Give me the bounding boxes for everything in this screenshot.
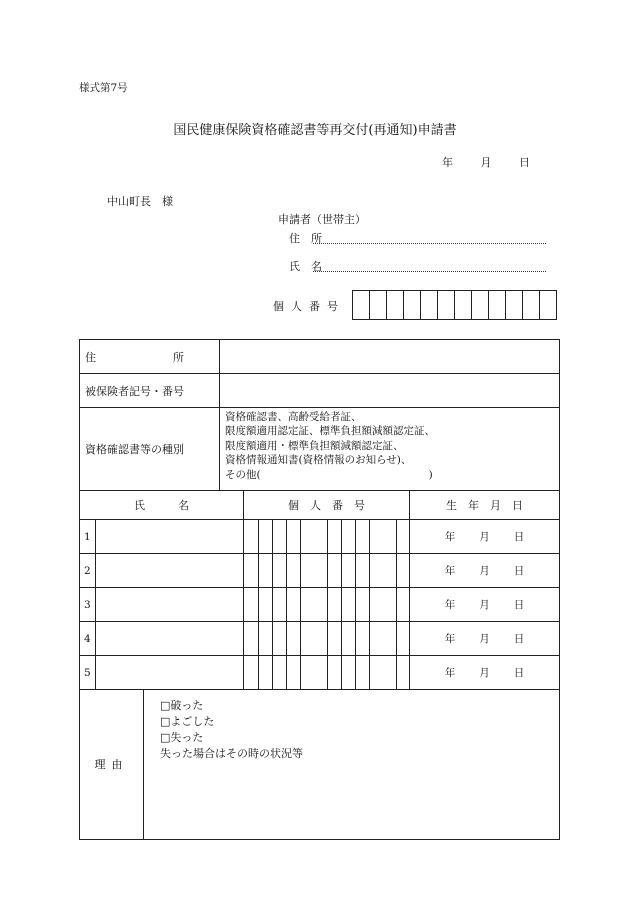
id-digit-divider — [396, 520, 397, 553]
id-digit-divider — [258, 622, 259, 655]
document-type-row — [80, 408, 559, 491]
digit-box[interactable] — [421, 291, 438, 319]
applicant-individual-number-label: 個人番号 — [273, 300, 345, 313]
row-number: 3 — [80, 588, 96, 621]
reason-option-torn[interactable]: □破った — [160, 699, 204, 712]
id-digit-divider — [258, 520, 259, 553]
dob-month: 月 — [479, 531, 490, 543]
reason-option-soiled[interactable]: □よごした — [160, 715, 215, 728]
digit-box[interactable] — [370, 291, 387, 319]
insured-number-row — [80, 374, 559, 408]
id-digit-divider — [286, 656, 287, 689]
page-title: 国民健康保険資格確認書等再交付(再通知)申請書 — [173, 123, 457, 138]
person-name-input[interactable] — [96, 520, 244, 553]
insured-number-input[interactable] — [220, 374, 559, 407]
dob-year: 年 — [444, 599, 456, 611]
application-table — [79, 339, 560, 840]
id-digit-divider — [355, 656, 356, 689]
address-label: 住 所 — [80, 340, 220, 373]
id-digit-divider — [300, 554, 301, 587]
applicant-individual-number-field[interactable] — [352, 290, 557, 320]
id-digit-divider — [327, 520, 328, 553]
digit-box[interactable] — [472, 291, 489, 319]
address-row — [80, 340, 559, 374]
digit-box[interactable] — [489, 291, 506, 319]
digit-box[interactable] — [523, 291, 540, 319]
document-type-item: 資格情報通知書(資格情報のお知らせ)、 — [225, 454, 412, 467]
id-digit-divider — [341, 554, 342, 587]
dob-year: 年 — [444, 565, 456, 577]
id-digit-divider — [341, 520, 342, 553]
id-digit-divider — [327, 554, 328, 587]
person-id-input[interactable] — [244, 520, 410, 553]
person-row — [80, 588, 559, 622]
dob-year: 年 — [444, 633, 456, 645]
col-dob-header: 生 年 月 日 — [446, 499, 523, 512]
dob-year: 年 — [444, 667, 456, 679]
id-digit-divider — [258, 588, 259, 621]
digit-box[interactable] — [506, 291, 523, 319]
person-row — [80, 622, 559, 656]
insured-number-label: 被保険者記号・番号 — [80, 374, 220, 407]
person-table-header — [80, 491, 559, 520]
digit-box[interactable] — [540, 291, 556, 319]
digit-box[interactable] — [404, 291, 421, 319]
id-digit-divider — [286, 520, 287, 553]
address-input[interactable] — [220, 340, 559, 373]
date-year: 年 — [442, 156, 453, 169]
id-digit-divider — [300, 520, 301, 553]
dob-month: 月 — [479, 633, 490, 645]
dob-month: 月 — [479, 565, 490, 577]
person-id-input[interactable] — [244, 622, 410, 655]
dob-day: 日 — [513, 531, 525, 543]
id-digit-divider — [272, 622, 273, 655]
id-digit-divider — [327, 588, 328, 621]
date-fields — [442, 154, 554, 170]
person-dob[interactable] — [410, 622, 559, 655]
applicant-address-field[interactable] — [313, 243, 546, 244]
id-digit-divider — [286, 588, 287, 621]
id-digit-divider — [355, 520, 356, 553]
row-number: 1 — [80, 520, 96, 553]
person-row — [80, 656, 559, 690]
row-number: 5 — [80, 656, 96, 689]
digit-box[interactable] — [438, 291, 455, 319]
id-digit-divider — [369, 520, 370, 553]
id-digit-divider — [396, 656, 397, 689]
person-dob[interactable] — [410, 588, 559, 621]
document-type-item: 資格確認書、高齢受給者証、 — [225, 411, 362, 423]
id-digit-divider — [286, 622, 287, 655]
id-digit-divider — [341, 588, 342, 621]
person-row — [80, 554, 559, 588]
id-digit-divider — [286, 554, 287, 587]
dob-day: 日 — [513, 565, 525, 577]
person-name-input[interactable] — [96, 554, 244, 587]
form-number: 様式第7号 — [79, 82, 128, 94]
row-number: 4 — [80, 622, 96, 655]
person-id-input[interactable] — [244, 588, 410, 621]
id-digit-divider — [369, 622, 370, 655]
id-digit-divider — [300, 656, 301, 689]
date-month: 月 — [480, 156, 492, 169]
col-id-header: 個 人 番 号 — [244, 491, 410, 519]
applicant-name-label: 氏 名 — [289, 260, 322, 273]
id-digit-divider — [272, 520, 273, 553]
dob-month: 月 — [479, 667, 490, 679]
id-digit-divider — [258, 554, 259, 587]
document-type-item: 限度額適用・標準負担額減額認定証、 — [225, 439, 404, 452]
id-digit-divider — [396, 554, 397, 587]
person-row — [80, 520, 559, 554]
row-number: 2 — [80, 554, 96, 587]
id-digit-divider — [355, 554, 356, 587]
person-dob[interactable] — [410, 656, 559, 689]
digit-box[interactable] — [387, 291, 404, 319]
reason-options — [144, 689, 559, 839]
dob-day: 日 — [513, 633, 525, 645]
addressee: 中山町長 様 — [107, 195, 173, 208]
reason-note: 失った場合はその時の状況等 — [160, 747, 303, 760]
id-digit-divider — [258, 656, 259, 689]
id-digit-divider — [341, 656, 342, 689]
dob-day: 日 — [513, 599, 525, 611]
id-digit-divider — [341, 622, 342, 655]
document-type-list — [220, 408, 559, 490]
id-digit-divider — [369, 656, 370, 689]
id-digit-divider — [396, 622, 397, 655]
dob-month: 月 — [479, 599, 490, 611]
col-name-header: 氏 名 — [80, 491, 244, 519]
applicant-label: 申請者（世帯主） — [278, 213, 366, 226]
id-digit-divider — [272, 656, 273, 689]
applicant-address-label: 住 所 — [289, 232, 322, 245]
reason-label: 理由 — [80, 689, 144, 839]
person-name-input[interactable] — [96, 588, 244, 621]
person-id-input[interactable] — [244, 554, 410, 587]
digit-box[interactable] — [455, 291, 472, 319]
id-digit-divider — [272, 588, 273, 621]
id-digit-divider — [272, 554, 273, 587]
id-digit-divider — [355, 588, 356, 621]
reason-row — [80, 689, 559, 839]
id-digit-divider — [327, 622, 328, 655]
dob-day: 日 — [513, 667, 525, 679]
id-digit-divider — [396, 588, 397, 621]
person-dob[interactable] — [410, 520, 559, 553]
document-type-item: 限度額適用認定証、標準負担額減額認定証、 — [225, 425, 435, 438]
id-digit-divider — [369, 588, 370, 621]
document-type-item: その他( ) — [225, 468, 433, 481]
dob-year: 年 — [444, 531, 456, 543]
person-id-input[interactable] — [244, 656, 410, 689]
id-digit-divider — [355, 622, 356, 655]
person-name-input[interactable] — [96, 622, 244, 655]
id-digit-divider — [369, 554, 370, 587]
digit-box[interactable] — [353, 291, 370, 319]
id-digit-divider — [327, 656, 328, 689]
id-digit-divider — [300, 622, 301, 655]
reason-option-lost[interactable]: □失った — [160, 731, 204, 744]
applicant-name-field[interactable] — [313, 271, 546, 272]
document-type-label: 資格確認書等の種別 — [80, 408, 220, 490]
person-dob[interactable] — [410, 554, 559, 587]
person-name-input[interactable] — [96, 656, 244, 689]
date-day: 日 — [519, 156, 530, 169]
id-digit-divider — [300, 588, 301, 621]
